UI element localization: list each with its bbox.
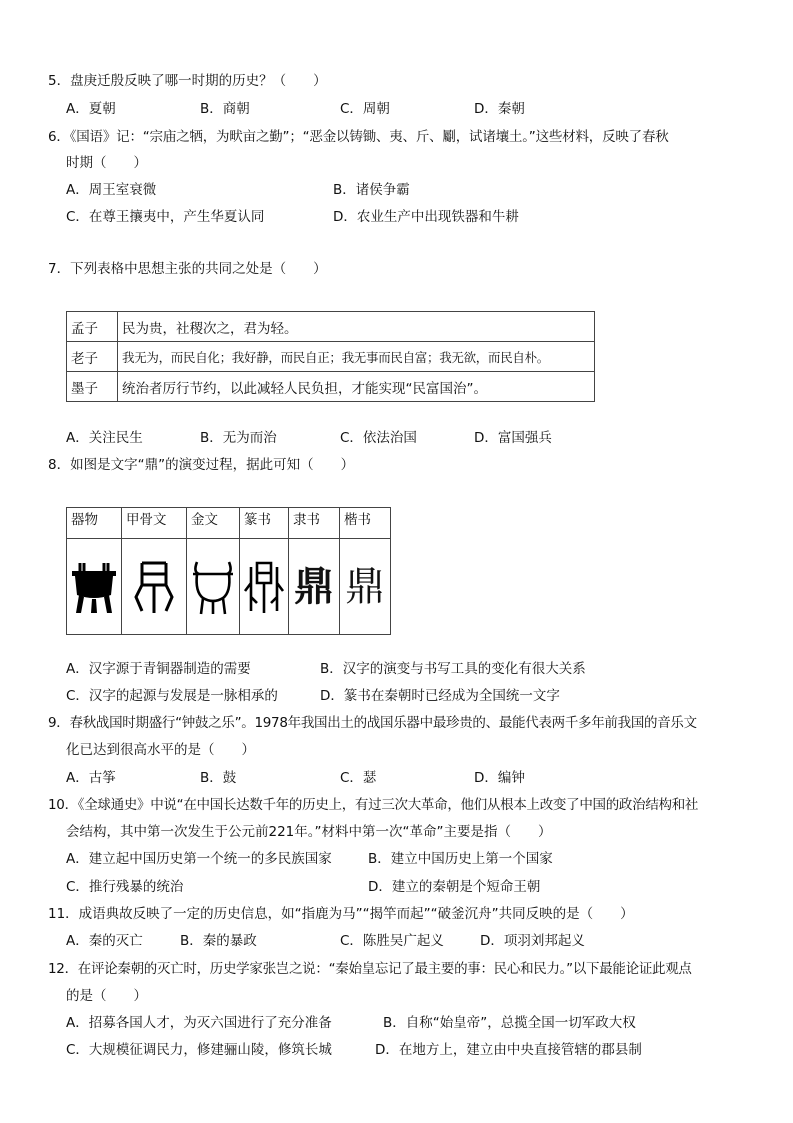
q6-option-a: A．周王室衰微 — [66, 182, 157, 198]
q5-option-d: D．秦朝 — [474, 101, 525, 117]
q7-option-b: B．无为而治 — [200, 430, 277, 446]
question-12-stem-line1: 12．在评论秦朝的灭亡时，历史学家张岂之说：“秦始皇忘记了最主要的事：民心和民力。”以下最能论证此观点 — [48, 961, 692, 977]
header-bronze-script: 金文 — [187, 508, 240, 539]
regular-script-ding-glyph: 鼎 — [340, 539, 391, 635]
q10-option-d: D．建立的秦朝是个短命王朝 — [368, 879, 541, 895]
header-clerical-script: 隶书 — [289, 508, 340, 539]
question-5-stem: 5．盘庚迁殷反映了哪一时期的历史？（ ） — [48, 73, 327, 89]
q8-option-c: C．汉字的起源与发展是一脉相承的 — [66, 688, 278, 704]
seal-script-ding-glyph — [240, 539, 289, 635]
q10-option-c: C．推行残暴的统治 — [66, 879, 184, 895]
q12-option-d: D．在地方上，建立由中央直接管辖的郡县制 — [375, 1042, 642, 1058]
q12-option-b: B．自称“始皇帝”，总揽全国一切军政大权 — [383, 1015, 636, 1031]
q8-option-a: A．汉字源于青铜器制造的需要 — [66, 661, 251, 677]
table-row — [67, 342, 595, 372]
ding-evolution-table — [66, 507, 391, 635]
q5-option-c: C．周朝 — [340, 101, 390, 117]
table-row — [67, 312, 595, 342]
q11-option-a: A．秦的灭亡 — [66, 933, 143, 949]
bronze-script-ding-glyph — [187, 539, 240, 635]
thinker-quote: 统治者厉行节约，以此减轻人民负担，才能实现“民富国治”。 — [118, 372, 595, 402]
q7-option-d: D．富国强兵 — [474, 430, 552, 446]
q7-option-a: A．关注民生 — [66, 430, 143, 446]
question-9-stem-line1: 9．春秋战国时期盛行“钟鼓之乐”。1978年我国出土的战国乐器中最珍贵的、最能代表两千多年前我国的音乐文 — [48, 715, 697, 731]
question-12-stem-line2: 的是（ ） — [66, 988, 147, 1004]
q11-option-c: C．陈胜吴广起义 — [340, 933, 444, 949]
q10-option-a: A．建立起中国历史第一个统一的多民族国家 — [66, 851, 332, 867]
question-11-stem: 11．成语典故反映了一定的历史信息，如“指鹿为马”“揭竿而起”“破釜沉舟”共同反映的是（ ） — [48, 906, 634, 922]
q6-option-b: B．诸侯争霸 — [333, 182, 410, 198]
thinkers-table — [66, 311, 595, 402]
q11-option-b: B．秦的暴政 — [180, 933, 257, 949]
q10-option-b: B．建立中国历史上第一个国家 — [368, 851, 553, 867]
q9-option-d: D．编钟 — [474, 770, 525, 786]
thinker-quote: 民为贵，社稷次之，君为轻。 — [118, 312, 595, 342]
q7-option-c: C．依法治国 — [340, 430, 417, 446]
header-vessel: 器物 — [67, 508, 122, 539]
thinker-name: 孟子 — [67, 312, 118, 342]
thinker-name: 老子 — [67, 342, 118, 372]
question-10-stem-line1: 10．《全球通史》中说“在中国长达数千年的历史上，有过三次大革命，他们从根本上改变了中国的政治结构和社 — [48, 797, 699, 813]
thinker-quote: 我无为，而民自化；我好静，而民自正；我无事而民自富；我无欲，而民自朴。 — [118, 342, 595, 372]
table-header-row — [67, 508, 391, 539]
table-row — [67, 539, 391, 635]
q12-option-c: C．大规模征调民力，修建骊山陵，修筑长城 — [66, 1042, 332, 1058]
question-7-stem: 7．下列表格中思想主张的共同之处是（ ） — [48, 261, 327, 277]
header-seal-script: 篆书 — [240, 508, 289, 539]
q5-option-b: B．商朝 — [200, 101, 250, 117]
q11-option-d: D．项羽刘邦起义 — [480, 933, 585, 949]
oracle-bone-ding-glyph — [122, 539, 187, 635]
q8-option-b: B．汉字的演变与书写工具的变化有很大关系 — [320, 661, 586, 677]
question-6-stem-line2: 时期（ ） — [66, 155, 147, 171]
q6-option-d: D．农业生产中出现铁器和牛耕 — [333, 209, 519, 225]
header-oracle-bone: 甲骨文 — [122, 508, 187, 539]
header-regular-script: 楷书 — [340, 508, 391, 539]
q9-option-b: B．鼓 — [200, 770, 237, 786]
question-6-stem-line1: 6．《国语》记：“宗庙之牺，为畎亩之勤”；“恶金以铸锄、夷、斤、劚，试诸壤土。”这些材料，反映了春秋 — [48, 129, 669, 145]
q8-option-d: D．篆书在秦朝时已经成为全国统一文字 — [320, 688, 560, 704]
q6-option-c: C．在尊王攘夷中，产生华夏认同 — [66, 209, 265, 225]
question-9-stem-line2: 化已达到很高水平的是（ ） — [66, 742, 255, 758]
bronze-ding-image — [67, 539, 122, 635]
thinker-name: 墨子 — [67, 372, 118, 402]
q9-option-c: C．瑟 — [340, 770, 377, 786]
table-row — [67, 372, 595, 402]
q12-option-a: A．招募各国人才，为灭六国进行了充分准备 — [66, 1015, 332, 1031]
question-8-stem: 8．如图是文字“鼎”的演变过程，据此可知（ ） — [48, 457, 355, 473]
q9-option-a: A．古筝 — [66, 770, 116, 786]
q5-option-a: A．夏朝 — [66, 101, 116, 117]
question-10-stem-line2: 会结构，其中第一次发生于公元前221年。”材料中第一次“革命”主要是指（ ） — [66, 824, 552, 840]
clerical-script-ding-glyph: 鼎 — [289, 539, 340, 635]
